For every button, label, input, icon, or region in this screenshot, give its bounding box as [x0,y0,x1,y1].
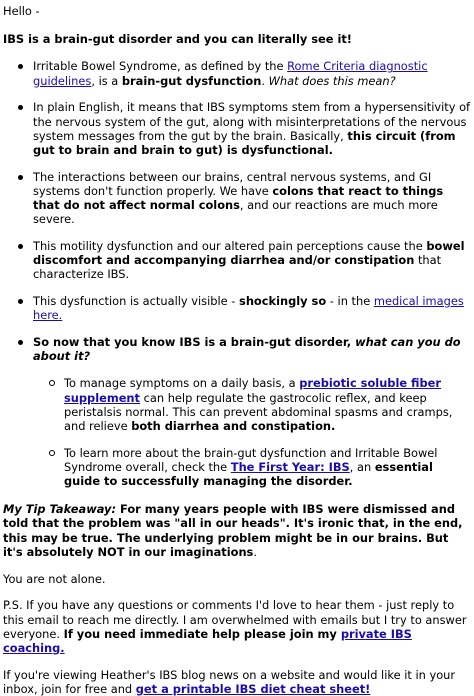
footer-text: If you're viewing Heather's IBS blog news on a website and would like it in your inbox, join for free and [3,667,456,696]
bullet-text: The interactions between our brains, central nervous systems, and GI systems don't function properly. We have [33,169,432,198]
medical-images-link[interactable]: medical images here. [33,294,464,323]
sub-bullet-text: , an [349,459,375,474]
bullet-visible [33,294,471,322]
sub-bullet-first-year [64,446,471,489]
bullet-bold-text: bowel discomfort and accompanying diarrhea and/or constipation [33,238,465,268]
bullet-motility [33,239,471,282]
footer-paragraph [3,668,471,696]
headline: IBS is a brain-gut disorder and you can literally see it! [3,32,352,47]
bullet-what-to-do [33,335,471,488]
fiber-supplement-link[interactable]: prebiotic soluble fiber supplement [64,376,441,405]
bullet-bold-text: So now that you know IBS is a brain-gut disorder, [33,334,356,349]
sub-bullet-text: To learn more about the brain-gut dysfunction and Irritable Bowel Syndrome overall, check the [64,445,438,474]
bullet-text: This dysfunction is actually visible - [33,294,240,309]
ps-bold-text: If you need immediate help please join my [63,626,341,641]
greeting: Hello - [3,4,40,18]
bullet-text: . [261,73,269,88]
sub-bullet-list [33,376,471,488]
rome-criteria-link[interactable]: Rome Criteria diagnostic guidelines [33,59,428,88]
bullet-bold-italic-text: what can you do about it? [33,334,461,364]
cheat-sheet-link[interactable]: get a printable IBS diet cheat sheet! [135,681,371,696]
bullet-interactions [33,170,471,227]
bullet-italic-text: What does this mean? [268,73,396,88]
first-year-ibs-link[interactable]: The First Year: IBS [230,459,350,474]
private-coaching-link[interactable]: private IBS coaching. [3,626,412,655]
bullet-bold-text: colons that react to things that do not affect normal colons [33,183,444,213]
sub-bullet-bold-text: essential guide to successfully managing the disorder. [64,459,433,489]
bullet-plain-english [33,100,471,157]
bullet-text: This motility dysfunction and our altered pain perceptions cause the [33,238,427,253]
sub-bullet-text: can help regulate the gastrocolic reflex, and keep peristalsis normal. This can prevent abdominal spasms and cramps, and relieve [64,390,453,433]
bullet-text: - in the [326,294,374,309]
sub-bullet-text: To manage symptoms on a daily basis, a [64,376,300,391]
bullet-bold-text: shockingly so [239,294,327,309]
sub-bullet-bold-text: both diarrhea and constipation. [131,418,336,433]
tip-takeaway [3,502,471,559]
bullet-text: In plain English, it means that IBS symptoms stem from a hypersensitivity of the nervous system of the gut, along with misinterpretations of the nervous system messages from the gut by the brain. Basically, [33,100,471,143]
ps-text: P.S. If you have any questions or comments I'd love to hear them - just reply to this email to reach me directly. I am overwhelmed with emails but I try to answer everyone. [3,598,467,641]
bullet-text: , is a [91,73,122,88]
bullet-text: that characterize IBS. [33,253,442,282]
tip-end: . [253,544,257,559]
sub-bullet-fiber [64,376,471,433]
bullet-text: , and our reactions are much more severe. [33,198,438,227]
not-alone-text: You are not alone. [3,571,106,586]
bullet-rome-criteria [33,59,471,87]
bullet-bold-text: brain-gut dysfunction [121,73,262,88]
tip-label: My Tip Takeaway: [3,502,117,517]
ps-paragraph [3,598,471,655]
main-bullet-list [3,59,471,488]
tip-bold-text: For many years people with IBS were dismissed and told that the problem was "all in our heads". It's ironic that, in the end, this may be true. The underlying problem might be in our brains. But it's absolutely NOT in our imaginations [3,502,463,559]
bullet-bold-text: this circuit (from gut to brain and brain to gut) is dysfunctional. [33,128,456,157]
bullet-text: Irritable Bowel Syndrome, as defined by the [33,59,288,74]
